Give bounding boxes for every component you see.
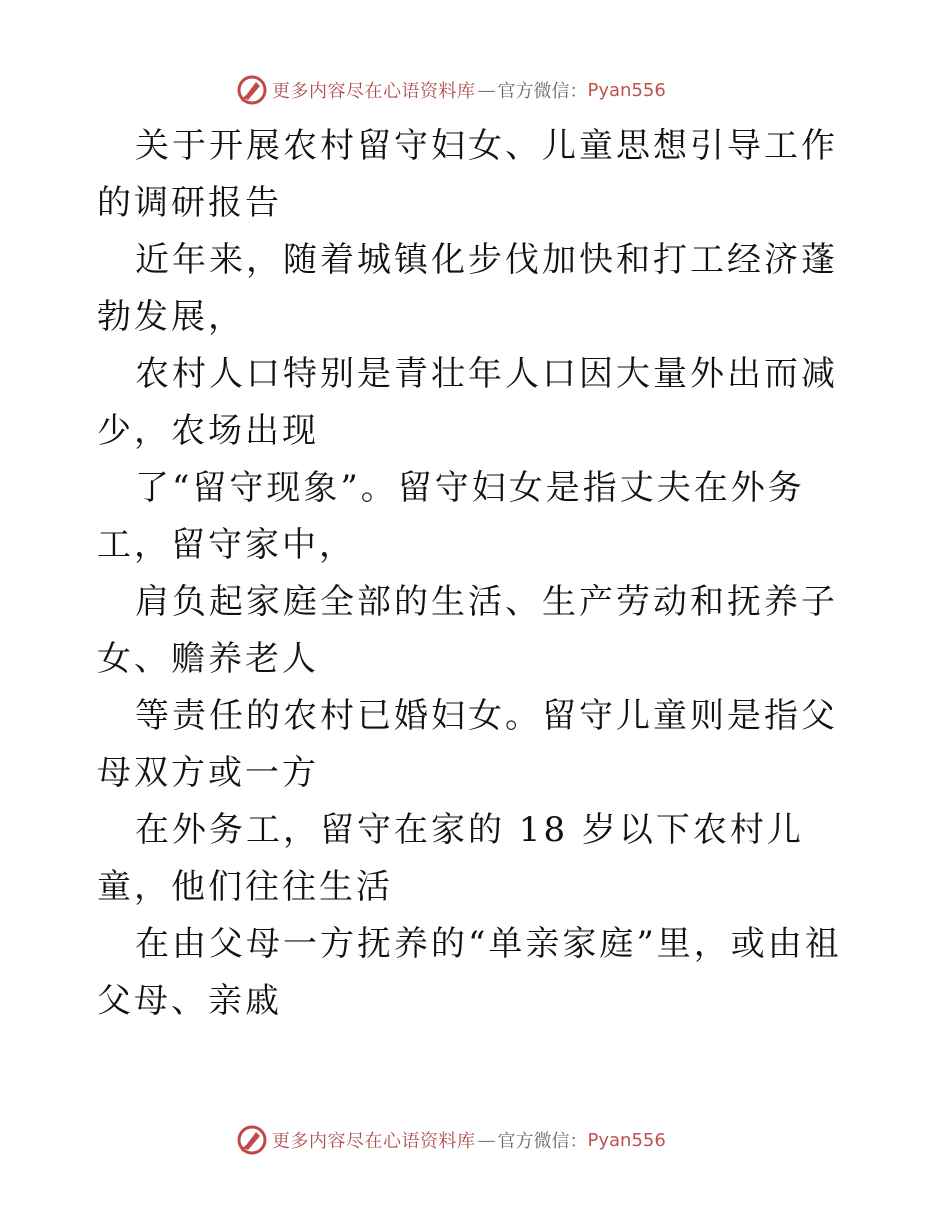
paragraph: 了“留守现象”。留守妇女是指丈夫在外务工，留守家中， <box>97 468 805 565</box>
watermark-separator: — <box>477 1129 496 1151</box>
watermark-brand: 更多内容尽在心语资料库 <box>272 1131 476 1152</box>
document-title: 关于开展农村留守妇女、儿童思想引导工作的调研报告 <box>97 126 838 223</box>
paragraph: 近年来，随着城镇化步伐加快和打工经济蓬勃发展， <box>97 240 838 337</box>
paragraph: 在由父母一方抚养的“单亲家庭”里，或由祖父母、亲戚 <box>97 924 842 1021</box>
watermark-official: 官方微信： <box>497 1131 588 1152</box>
paragraph: 等责任的农村已婚妇女。留守儿童则是指父母双方或一方 <box>97 696 838 793</box>
document-body <box>97 118 857 1030</box>
watermark-official: 官方微信： <box>497 81 588 102</box>
pen-nib-logo-icon <box>236 1124 268 1156</box>
pen-nib-logo-icon <box>236 74 268 106</box>
watermark-wechat-id: Pyan556 <box>587 1129 666 1151</box>
header-watermark <box>236 73 666 107</box>
watermark-brand: 更多内容尽在心语资料库 <box>272 81 476 102</box>
paragraph: 肩负起家庭全部的生活、生产劳动和抚养子女、赡养老人 <box>97 582 838 679</box>
paragraph: 在外务工，留守在家的 18 岁以下农村儿童，他们往往生活 <box>97 810 804 907</box>
footer-watermark <box>236 1123 666 1157</box>
watermark-wechat-id: Pyan556 <box>587 79 666 101</box>
watermark-separator: — <box>477 79 496 101</box>
paragraph: 农村人口特别是青壮年人口因大量外出而减少，农场出现 <box>97 354 838 451</box>
